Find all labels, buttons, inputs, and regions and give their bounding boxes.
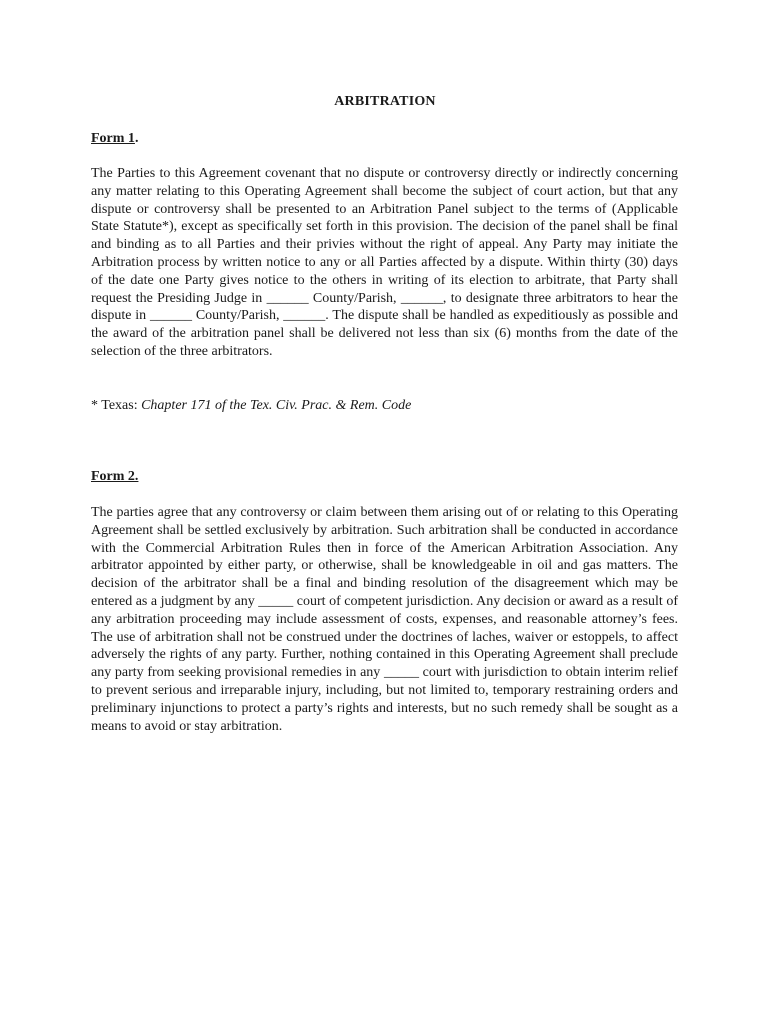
form-2-heading-label: Form 2.	[91, 469, 139, 484]
footnote-citation: Chapter 171 of the Tex. Civ. Prac. & Rem. Code	[141, 398, 412, 413]
form-1-footnote	[91, 397, 678, 415]
form-1-paragraph: The Parties to this Agreement covenant that no dispute or controversy directly or indirectly concerning any matter relating to this Operating Agreement shall become the subject of court action, but that any dispute or controversy shall be presented to an Arbitration Panel subject to the terms of (Applicable State Statute*), except as specifically set forth in this provision. The decision of the panel shall be final and binding as to all Parties and their privies without the right of appeal. Any Party may initiate the Arbitration process by written notice to any or all Parties affected by a dispute. Within thirty (30) days of the date one Party gives notice to the others in writing of its election to arbitrate, that Party shall request the Presiding Judge in ______ County/Parish, ______, to designate three arbitrators to hear the dispute in ______ County/Parish, ______. The dispute shall be handled as expeditiously as possible and the award of the arbitration panel shall be delivered not less than six (6) months from the date of the selection of the three arbitrators.	[91, 166, 678, 359]
form-2-heading	[91, 468, 138, 486]
footnote-prefix: * Texas:	[91, 398, 142, 413]
form-2-paragraph: The parties agree that any controversy or claim between them arising out of or relating to this Operating Agreement shall be settled exclusively by arbitration. Such arbitration shall be conducted in accordance with the Commercial Arbitration Rules then in force of the American Arbitration Association. Any arbitrator appointed by either party, or otherwise, shall be knowledgeable in oil and gas matters. The decision of the arbitrator shall be a final and binding resolution of the disagreement which may be entered as a judgment by any _____ court of competent jurisdiction. Any decision or award as a result of any arbitration proceeding may include assessment of costs, expenses, and reasonable attorney’s fees. The use of arbitration shall not be construed under the doctrines of laches, waiver or estoppels, to affect adversely the rights of any party. Further, nothing contained in this Operating Agreement shall preclude any party from seeking provisional remedies in any _____ court with jurisdiction to obtain interim relief to prevent serious and irreparable injury, including, but not limited to, temporary restraining orders and preliminary injunctions to protect a party’s rights and interests, but no such remedy shall be sought as a means to avoid or stay arbitration.	[91, 505, 678, 734]
form-1-heading	[91, 130, 138, 148]
form-1-heading-label: Form 1	[91, 131, 135, 146]
form-1-heading-suffix: .	[134, 131, 139, 146]
document-title: ARBITRATION	[334, 94, 436, 109]
